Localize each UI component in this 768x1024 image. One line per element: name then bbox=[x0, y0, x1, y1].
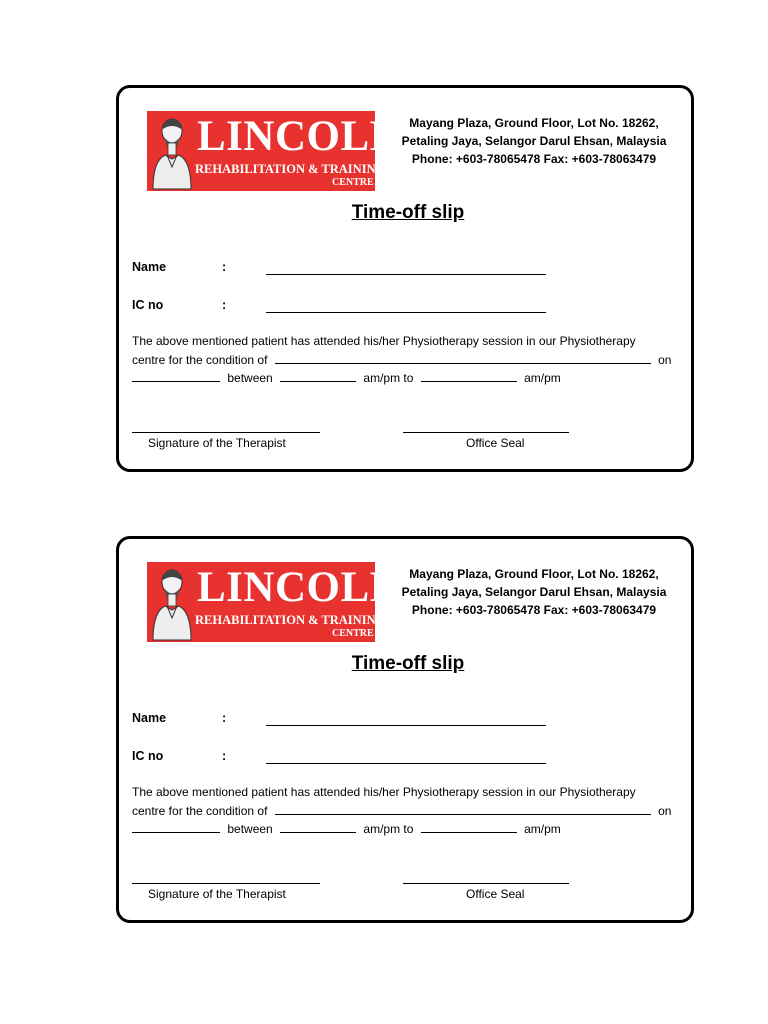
address-block bbox=[399, 565, 669, 619]
logo-subtitle-centre: CENTRE bbox=[332, 628, 374, 639]
lincoln-logo bbox=[147, 111, 402, 191]
address-line: Petaling Jaya, Selangor Darul Ehsan, Malaysia bbox=[401, 134, 667, 148]
statement-line-2 bbox=[132, 350, 687, 368]
therapist-signature-line[interactable] bbox=[132, 432, 320, 433]
start-time-field[interactable] bbox=[280, 368, 356, 382]
ampm-to-text: am/pm to bbox=[363, 822, 414, 836]
therapist-signature-label: Signature of the Therapist bbox=[148, 887, 286, 901]
therapist-signature-label: Signature of the Therapist bbox=[148, 436, 286, 450]
time-off-slip-1 bbox=[116, 85, 694, 472]
statement-line-1: The above mentioned patient has attended his/her Physiotherapy session in our Physiotherapy bbox=[132, 334, 636, 348]
name-colon: : bbox=[222, 711, 227, 725]
slip-title: Time-off slip bbox=[351, 653, 465, 674]
name-field[interactable] bbox=[266, 725, 546, 726]
statement-line-1: The above mentioned patient has attended his/her Physiotherapy session in our Physiotherapy bbox=[132, 785, 636, 799]
attendance-statement bbox=[132, 783, 687, 837]
lincoln-bust-icon bbox=[147, 562, 197, 642]
ic-colon: : bbox=[222, 298, 227, 312]
ic-field[interactable] bbox=[266, 763, 546, 764]
condition-prefix: centre for the condition of bbox=[132, 353, 268, 367]
lincoln-bust-icon bbox=[147, 111, 197, 191]
logo-subtitle-centre: CENTRE bbox=[332, 177, 374, 188]
between-text: between bbox=[227, 371, 273, 385]
address-block bbox=[399, 114, 669, 168]
date-field[interactable] bbox=[132, 819, 220, 833]
therapist-signature-line[interactable] bbox=[132, 883, 320, 884]
condition-suffix: on bbox=[658, 804, 672, 818]
office-seal-label: Office Seal bbox=[466, 887, 525, 901]
address-line: Mayang Plaza, Ground Floor, Lot No. 18262, bbox=[409, 116, 659, 130]
lincoln-logo bbox=[147, 562, 402, 642]
phone-fax-line: Phone: +603-78065478 Fax: +603-78063479 bbox=[411, 152, 657, 166]
name-label: Name bbox=[132, 711, 167, 725]
ic-colon: : bbox=[222, 749, 227, 763]
address-line: Mayang Plaza, Ground Floor, Lot No. 18262, bbox=[409, 567, 659, 581]
ampm-to-text: am/pm to bbox=[363, 371, 414, 385]
statement-line-2 bbox=[132, 801, 687, 819]
name-colon: : bbox=[222, 260, 227, 274]
end-time-field[interactable] bbox=[421, 368, 517, 382]
condition-field[interactable] bbox=[275, 801, 651, 815]
between-text: between bbox=[227, 822, 273, 836]
ic-label: IC no bbox=[132, 298, 164, 312]
slip-title: Time-off slip bbox=[351, 202, 465, 223]
ic-field[interactable] bbox=[266, 312, 546, 313]
logo-subtitle: REHABILITATION & TRAINING bbox=[195, 162, 386, 176]
office-seal-line[interactable] bbox=[403, 883, 569, 884]
time-off-slip-2 bbox=[116, 536, 694, 923]
address-line: Petaling Jaya, Selangor Darul Ehsan, Malaysia bbox=[401, 585, 667, 599]
statement-line-3 bbox=[132, 819, 687, 837]
start-time-field[interactable] bbox=[280, 819, 356, 833]
logo-wordmark: LINCOLN bbox=[197, 564, 402, 611]
phone-fax-line: Phone: +603-78065478 Fax: +603-78063479 bbox=[411, 603, 657, 617]
date-field[interactable] bbox=[132, 368, 220, 382]
condition-field[interactable] bbox=[275, 350, 651, 364]
condition-prefix: centre for the condition of bbox=[132, 804, 268, 818]
name-label: Name bbox=[132, 260, 167, 274]
office-seal-label: Office Seal bbox=[466, 436, 525, 450]
name-field[interactable] bbox=[266, 274, 546, 275]
end-time-field[interactable] bbox=[421, 819, 517, 833]
logo-wordmark: LINCOLN bbox=[197, 113, 402, 160]
logo-subtitle: REHABILITATION & TRAINING bbox=[195, 613, 386, 627]
ic-label: IC no bbox=[132, 749, 164, 763]
ampm-text: am/pm bbox=[524, 371, 561, 385]
statement-line-3 bbox=[132, 368, 687, 386]
office-seal-line[interactable] bbox=[403, 432, 569, 433]
condition-suffix: on bbox=[658, 353, 672, 367]
ampm-text: am/pm bbox=[524, 822, 561, 836]
attendance-statement bbox=[132, 332, 687, 386]
